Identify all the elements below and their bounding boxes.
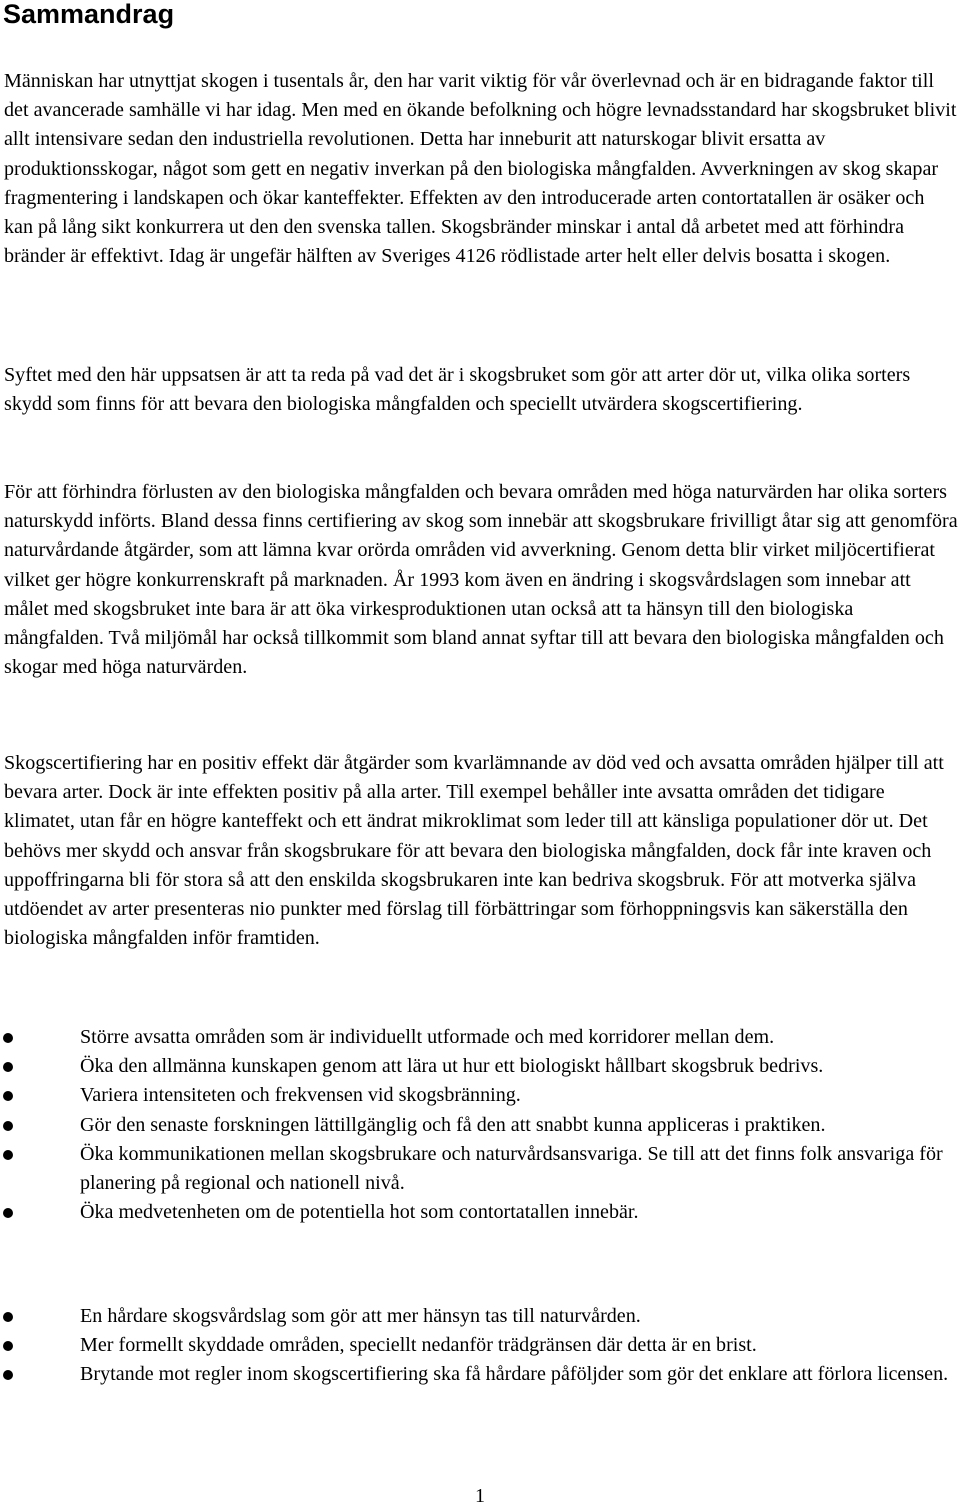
list-item: [0, 1331, 958, 1360]
paragraph-certification: Skogscertifiering har en positiv effekt där åtgärder som kvarlämnande av död ved och avsatta områden hjälper till att bevara arter. Dock är inte effekten positiv på alla arter. Till exempel behåller inte avsatta områden det tidigare klimatet, utan får en högre kanteffekt och ett ändrat mikroklimat som leder till att känsliga populationer dör ut. Det behövs mer skydd och ansvar från skogsbrukare för att bevara den biologiska mångfalden, dock får inte kraven och uppoffringarna bli för stora så att den enskilda skogsbrukaren inte kan bedriva skogsbruk. För att motverka själva utdöendet av arter presenteras nio punkter med förslag till förbättringar som förhoppningsvis kan säkerställa den biologiska mångfalden inför framtiden.: [4, 752, 944, 950]
page-number: 1: [475, 1485, 485, 1507]
list-item: [0, 1111, 958, 1140]
list-item-text: Större avsatta områden som är individuellt utformade och med korridorer mellan dem.: [80, 1026, 775, 1048]
paragraph-protection: För att förhindra förlusten av den biologiska mångfalden och bevara områden med höga naturvärden har olika sorters naturskydd införts. Bland dessa finns certifiering av skog som innebär att skogsbrukare frivilligt åtar sig att genomföra naturvårdande åtgärder, som att lämna kvar orörda områden vid avverkning. Genom detta blir virket miljöcertifierat vilket ger högre konkurrenskraft på marknaden. År 1993 kom även en ändring i skogsvårdslagen som innebar att målet med skogsbruket inte bara är att öka virkesproduktionen utan också att ta hänsyn till den biologiska mångfalden. Två miljömål har också tillkommit som bland annat syftar till att bevara den biologiska mångfalden och skogar med höga naturvärden.: [4, 481, 958, 679]
bullet-icon: [3, 1341, 13, 1351]
list-item-text: Variera intensiteten och frekvensen vid skogsbränning.: [80, 1084, 521, 1107]
list-item: [0, 1140, 958, 1198]
bullet-icon: [3, 1370, 13, 1380]
bullet-icon: [3, 1062, 13, 1072]
section-heading: Sammandrag: [3, 0, 175, 29]
list-item-text: Öka kommunikationen mellan skogsbrukare och naturvårdsansvariga. Se till att det finns folk ansvariga för planering på regional och nationell nivå.: [80, 1142, 943, 1195]
bullet-icon: [3, 1121, 13, 1131]
bullet-icon: [3, 1312, 13, 1322]
list-item: [0, 1360, 958, 1389]
bullet-icon: [3, 1091, 13, 1101]
list-item-text: Mer formellt skyddade områden, speciellt nedanför trädgränsen där detta är en brist.: [80, 1334, 757, 1357]
improvement-list-2: [0, 1302, 958, 1390]
paragraph-purpose: Syftet med den här uppsatsen är att ta reda på vad det är i skogsbruket som gör att arter dör ut, vilka olika sorters skydd som finns för att bevara den biologiska mångfalden och speciellt utvärdera skogscertifiering.: [4, 364, 911, 416]
list-item-text: Öka den allmänna kunskapen genom att lära ut hur ett biologiskt hållbart skogsbruk bedrivs.: [80, 1055, 824, 1078]
list-item-text: Gör den senaste forskningen lättillgänglig och få den att snabbt kunna appliceras i praktiken.: [80, 1113, 826, 1136]
list-item: [0, 1081, 958, 1110]
bullet-icon: [3, 1033, 13, 1043]
list-item: [0, 1023, 958, 1052]
list-item: [0, 1198, 958, 1227]
improvement-list-1: [0, 1023, 958, 1227]
paragraph-background: Människan har utnyttjat skogen i tusentals år, den har varit viktig för vår överlevnad och är en bidragande faktor till det avancerade samhälle vi har idag. Men med en ökande befolkning och högre levnadsstandard har skogsbruket blivit allt intensivare sedan den industriella revolutionen. Detta har inneburit att naturskogar blivit ersatta av produktionsskogar, något som gett en negativ inverkan på den biologiska mångfalden. Avverkningen av skog skapar fragmentering i landskapen och ökar kanteffekter. Effekten av den introducerade arten contortatallen är osäker och kan på lång sikt konkurrera ut den den svenska tallen. Skogsbränder minskar i antal då arbetet med att förhindra bränder är effektivt. Idag är ungefär hälften av Sveriges 4126 rödlistade arter helt eller delvis bosatta i skogen.: [4, 70, 957, 268]
list-item-text: En hårdare skogsvårdslag som gör att mer hänsyn tas till naturvården.: [80, 1305, 641, 1327]
list-item-text: Brytande mot regler inom skogscertifiering ska få hårdare påföljder som gör det enklare att förlora licensen.: [80, 1363, 949, 1386]
bullet-icon: [3, 1150, 13, 1160]
bullet-icon: [3, 1208, 13, 1218]
list-item: [0, 1052, 958, 1081]
list-item-text: Öka medvetenheten om de potentiella hot som contortatallen innebär.: [80, 1201, 639, 1224]
list-item: [0, 1302, 958, 1331]
